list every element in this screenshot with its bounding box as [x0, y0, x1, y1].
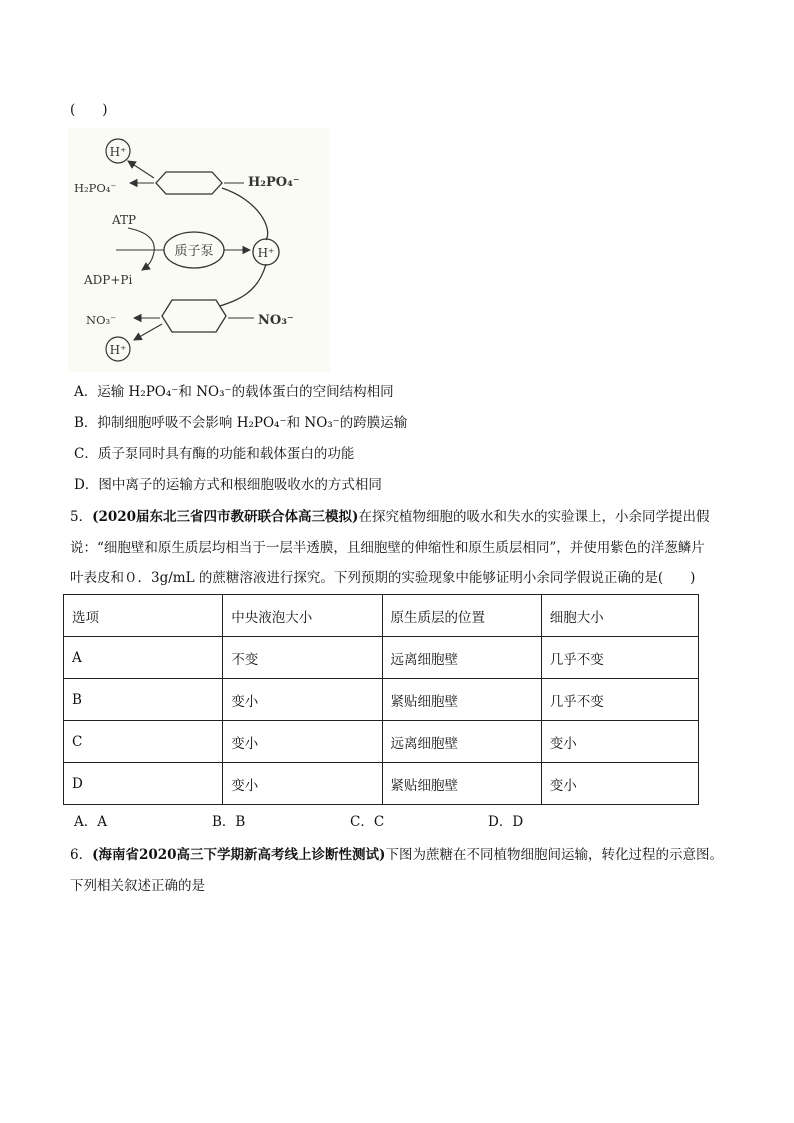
svg-text:H⁺: H⁺	[109, 343, 127, 357]
table-cell: 变小	[223, 721, 382, 763]
q5-line-2: 说：“细胞壁和原生质层均相当于一层半透膜，且细胞壁的伸缩性和原生质层相同”，并使用紫色的洋葱鳞片	[70, 540, 705, 556]
q5-line-3: 叶表皮和０．3g/mL 的蔗糖溶液进行探究。下列预期的实验现象中能够证明小余同学假说正确的是( )	[70, 570, 696, 586]
q6-stem-1: 下图为蔗糖在不同植物细胞间运输，转化过程的示意图。	[385, 847, 723, 863]
q5-line-1	[70, 507, 709, 527]
table-cell: 几乎不变	[541, 679, 698, 721]
h2po4-left-label: H₂PO₄⁻	[74, 181, 117, 195]
q4-option-c: C．质子泵同时具有酶的功能和载体蛋白的功能	[74, 446, 355, 462]
q4-option-a: A．运输 H₂PO₄⁻和 NO₃⁻的载体蛋白的空间结构相同	[74, 384, 394, 400]
answer-paren: ( )	[70, 102, 108, 118]
table-cell: 不变	[223, 637, 382, 679]
q4-option-b: B．抑制细胞呼吸不会影响 H₂PO₄⁻和 NO₃⁻的跨膜运输	[74, 415, 408, 431]
table-cell: C	[64, 721, 223, 763]
table-header: 细胞大小	[541, 595, 698, 637]
q6-line-2: 下列相关叙述正确的是	[70, 878, 205, 894]
no3-right-label: NO₃⁻	[258, 313, 294, 328]
table-row	[64, 721, 699, 763]
curve-top	[222, 188, 268, 240]
h-ion-top	[106, 139, 130, 163]
table-cell: B	[64, 679, 223, 721]
table-row	[64, 637, 699, 679]
table-header-row	[64, 595, 699, 637]
no3-left-label: NO₃⁻	[86, 313, 117, 327]
svg-text:H⁺: H⁺	[257, 246, 275, 260]
table-cell: 变小	[541, 721, 698, 763]
table-cell: A	[64, 637, 223, 679]
h-ion-middle	[253, 239, 279, 265]
q5-number: 5．	[70, 509, 93, 525]
table-cell: 紧贴细胞壁	[382, 679, 541, 721]
q4-option-d: D．图中离子的运输方式和根细胞吸收水的方式相同	[74, 477, 382, 493]
q5-table	[63, 594, 699, 805]
table-cell: 紧贴细胞壁	[382, 763, 541, 805]
h-ion-bottom	[106, 337, 130, 361]
h2po4-right-label: H₂PO₄⁻	[248, 175, 300, 190]
table-cell: 远离细胞壁	[382, 721, 541, 763]
q5-answer-d: D．D	[488, 814, 524, 830]
proton-pump-label: 质子泵	[174, 244, 214, 259]
proton-pump-diagram	[68, 128, 330, 372]
h-exit-arrow-bottom	[134, 324, 162, 340]
table-cell: 变小	[223, 679, 382, 721]
table-cell: 远离细胞壁	[382, 637, 541, 679]
table-header: 中央液泡大小	[223, 595, 382, 637]
table-header: 原生质层的位置	[382, 595, 541, 637]
q5-answer-options	[74, 812, 626, 832]
q5-source: (2020届东北三省四市教研联合体高三模拟)	[92, 509, 359, 525]
q5-answer-c: C．C	[350, 814, 385, 830]
table-header: 选项	[64, 595, 223, 637]
nitrate-carrier-protein	[162, 300, 226, 332]
table-cell: 变小	[223, 763, 382, 805]
q5-answer-b: B．B	[212, 814, 246, 830]
h-exit-arrow-top	[128, 161, 154, 178]
atp-label: ATP	[112, 213, 137, 227]
table-cell: D	[64, 763, 223, 805]
q6-source: (海南省2020高三下学期新高考线上诊断性测试)	[92, 847, 386, 863]
svg-text:H⁺: H⁺	[109, 145, 127, 159]
table-row	[64, 679, 699, 721]
table-cell: 几乎不变	[541, 637, 698, 679]
q6-number: 6．	[70, 847, 93, 863]
adp-label: ADP+Pi	[84, 273, 133, 287]
table-row	[64, 763, 699, 805]
atp-hydrolysis-arrow	[128, 228, 154, 270]
q5-answer-a: A．A	[74, 814, 107, 830]
curve-bottom	[220, 264, 266, 306]
q5-stem-1: 在探究植物细胞的吸水和失水的实验课上，小余同学提出假	[358, 509, 710, 525]
table-cell: 变小	[541, 763, 698, 805]
q6-line-1	[70, 845, 723, 865]
phosphate-carrier-protein	[156, 172, 222, 194]
